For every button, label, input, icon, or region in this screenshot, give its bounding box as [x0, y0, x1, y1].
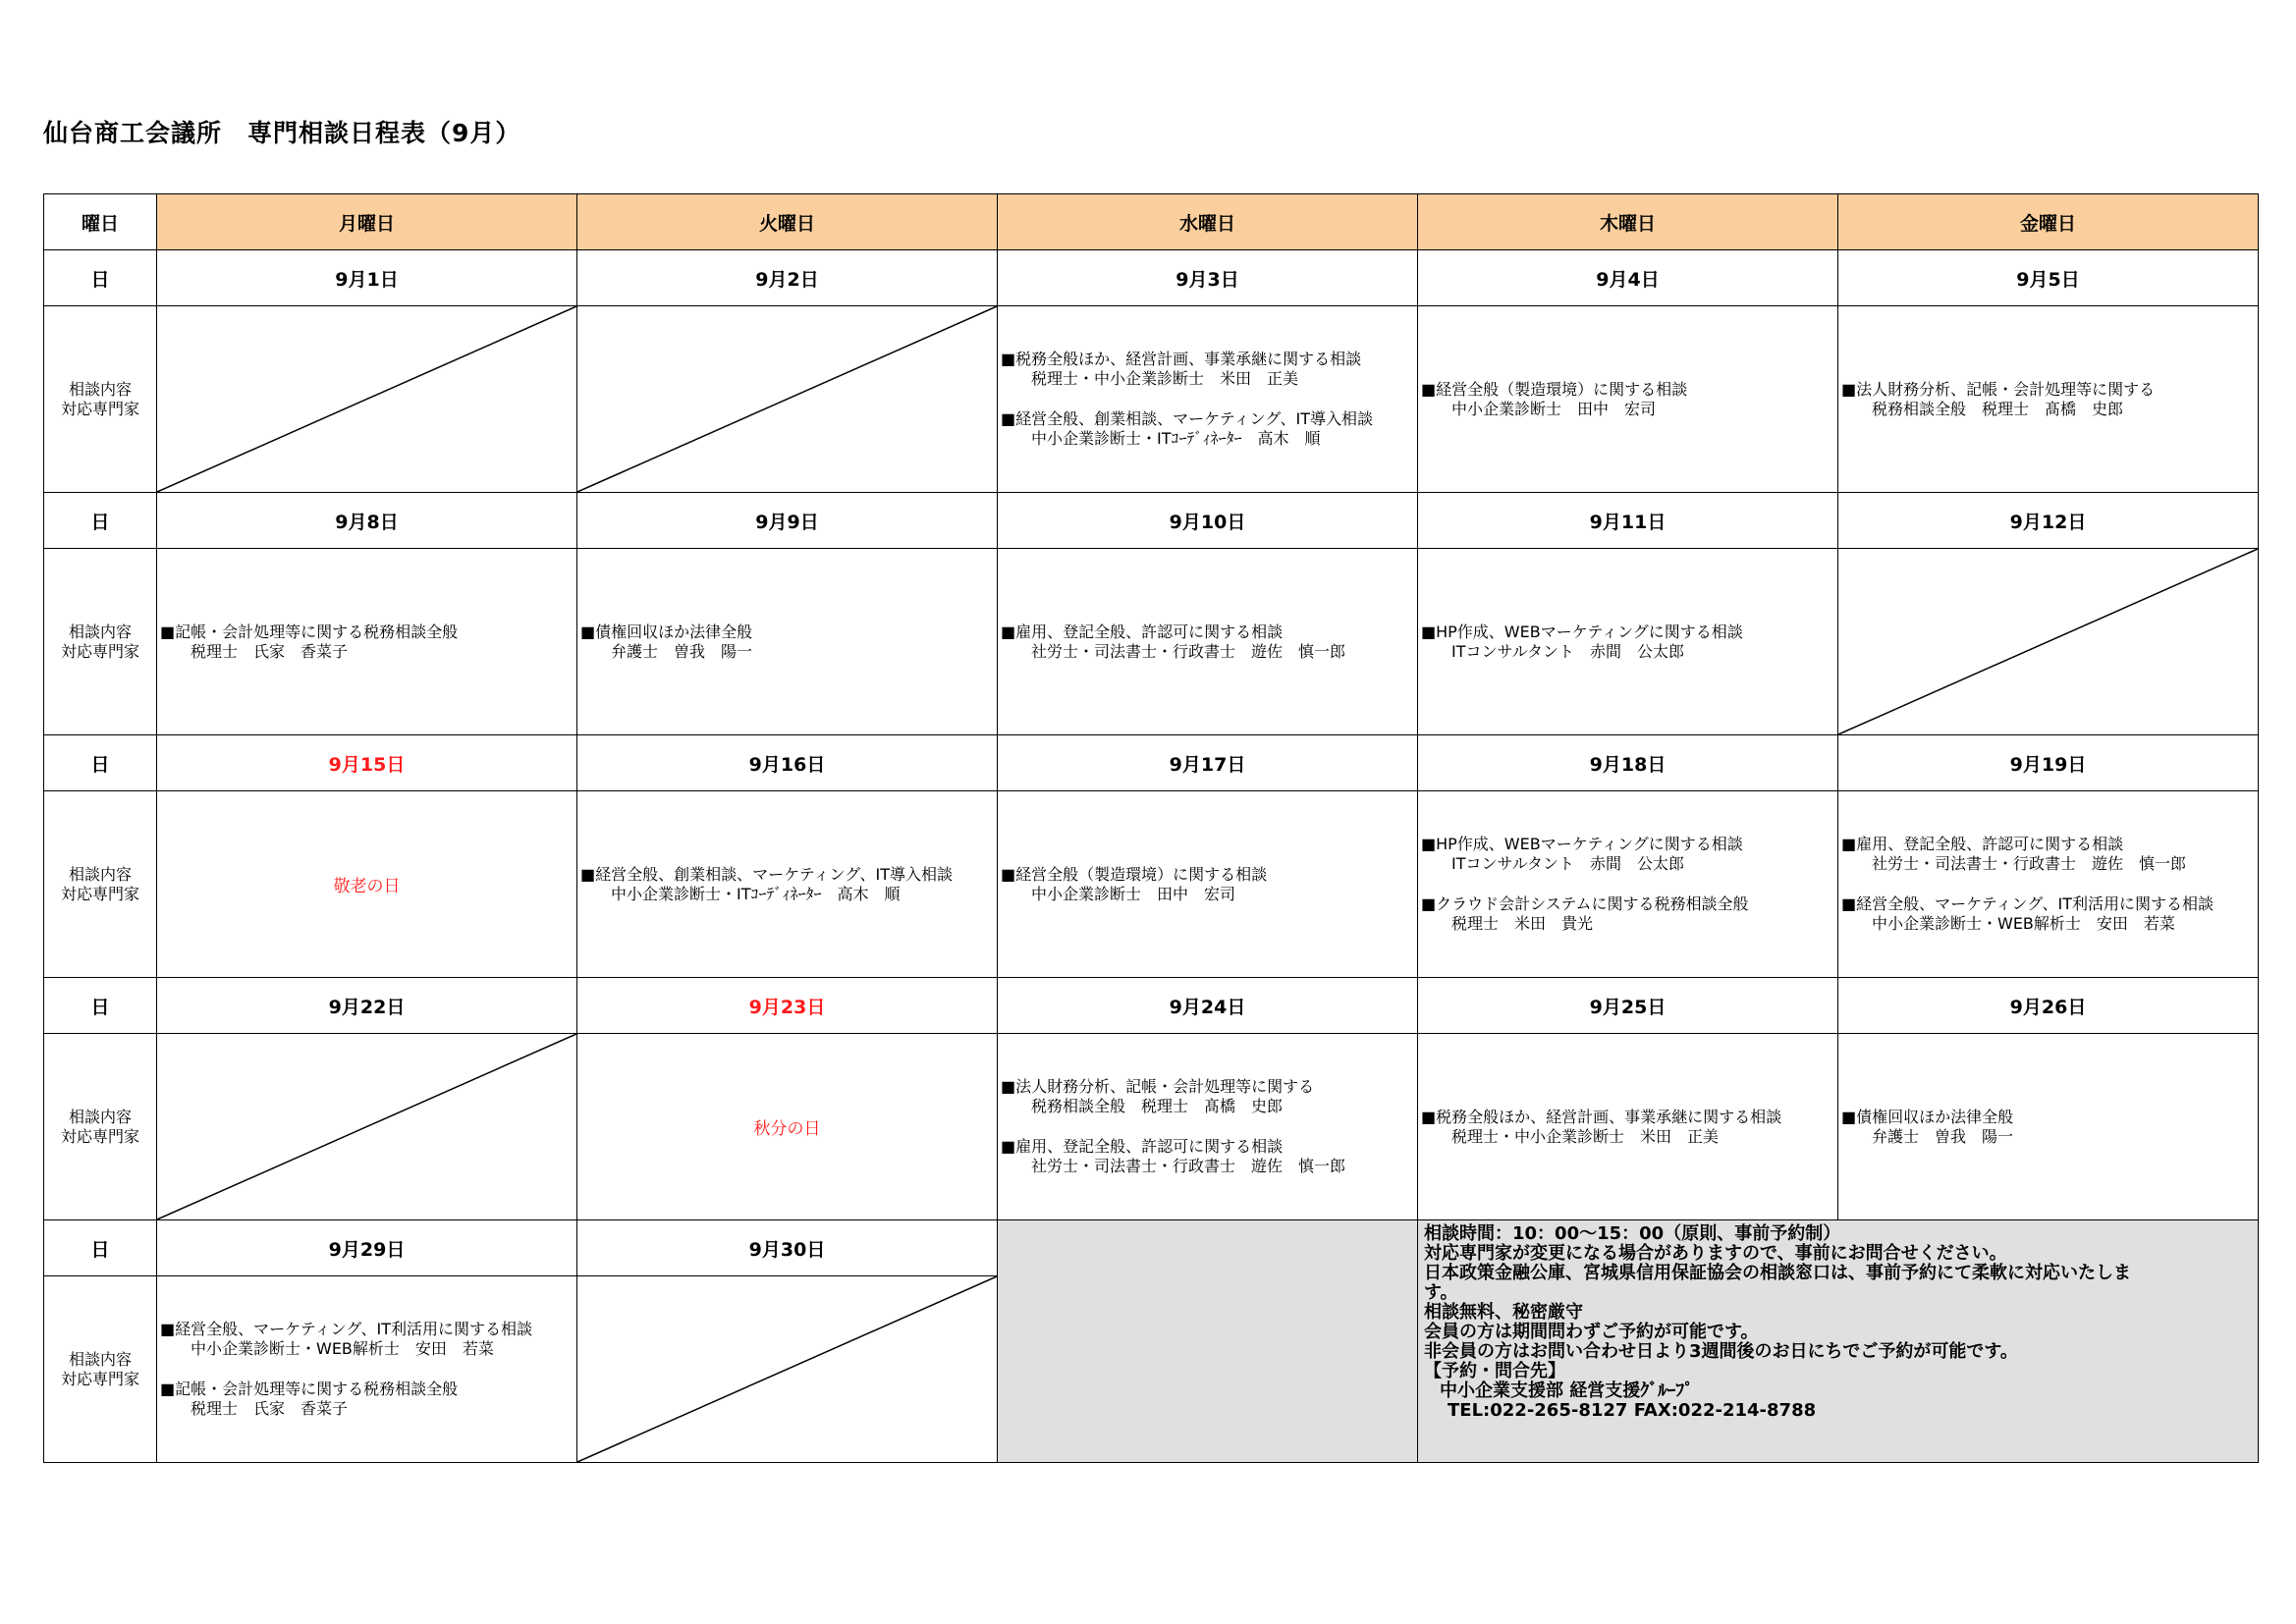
- date-cell: 9月4日: [1418, 250, 1838, 306]
- consult-cell: [1838, 1034, 2259, 1220]
- consult-topic: ■税務全般ほか、経営計画、事業承継に関する相談: [1421, 1107, 1782, 1126]
- no-session-slash: [577, 306, 997, 492]
- consult-topic: ■経営全般、マーケティング、IT利活用に関する相談: [160, 1320, 533, 1338]
- date-cell: 9月11日: [1418, 493, 1838, 549]
- header-tuesday: 火曜日: [577, 194, 998, 250]
- date-cell: 9月23日: [577, 978, 998, 1034]
- content-row: [44, 791, 2259, 978]
- content-row: [44, 1034, 2259, 1220]
- notes-contact: TEL:022-265-8127 FAX:022-214-8788: [1448, 1400, 1817, 1421]
- consult-cell: [1418, 306, 1838, 493]
- consult-entry: [1001, 409, 1417, 449]
- consult-expert: 税理士 氏家 香菜子: [191, 641, 349, 661]
- consult-entry: [1421, 894, 1837, 934]
- no-session-slash: [577, 1276, 997, 1462]
- row-label-date: 日: [44, 1220, 157, 1276]
- no-session-cell: [577, 1276, 998, 1463]
- consult-expert: 税理士・中小企業診断士 米田 正美: [1031, 369, 1299, 388]
- header-wednesday: 水曜日: [998, 194, 1418, 250]
- slash-line: [157, 1034, 576, 1219]
- consult-expert: 中小企業診断士・ITｺｰﾃﾞｨﾈｰﾀｰ 高木 順: [611, 884, 901, 903]
- date-cell: 9月25日: [1418, 978, 1838, 1034]
- consult-expert: 税理士・中小企業診断士 米田 正美: [1451, 1126, 1720, 1146]
- consult-topic: ■HP作成、WEBマーケティングに関する相談: [1421, 622, 1743, 641]
- content-row: [44, 306, 2259, 493]
- slash-line: [1838, 549, 2258, 734]
- consult-cell: [1838, 306, 2259, 493]
- consult-entry: [1001, 865, 1417, 904]
- date-row: [44, 735, 2259, 791]
- header-label: 曜日: [44, 194, 157, 250]
- no-session-cell: [577, 306, 998, 493]
- consult-entry: [1841, 380, 2258, 419]
- no-session-cell: [157, 306, 577, 493]
- row-label-category: [44, 549, 157, 735]
- consult-topic: ■HP作成、WEBマーケティングに関する相談: [1421, 835, 1743, 853]
- consult-cell: [998, 791, 1418, 978]
- consult-topic: ■債権回収ほか法律全般: [1841, 1107, 2014, 1126]
- category-label-line1: 相談内容: [68, 864, 132, 884]
- consult-topic: ■経営全般、創業相談、マーケティング、IT導入相談: [1001, 409, 1374, 428]
- date-cell: 9月10日: [998, 493, 1418, 549]
- consult-cell: [998, 306, 1418, 493]
- date-cell: 9月1日: [157, 250, 577, 306]
- no-session-slash: [157, 306, 576, 492]
- no-session-slash: [157, 1034, 576, 1219]
- date-cell: 9月17日: [998, 735, 1418, 791]
- date-cell: 9月15日: [157, 735, 577, 791]
- consult-topic: ■経営全般（製造環境）に関する相談: [1001, 864, 1268, 884]
- no-session-cell: [157, 1034, 577, 1220]
- consult-entry: [160, 1380, 576, 1419]
- notes-line: す。: [1424, 1282, 1458, 1303]
- consult-cell: [1418, 1034, 1838, 1220]
- date-cell: 9月26日: [1838, 978, 2259, 1034]
- date-row: [44, 1220, 2259, 1276]
- consult-entry: [1841, 835, 2258, 874]
- consult-expert: ITコンサルタント 赤間 公太郎: [1451, 641, 1685, 661]
- category-label-line2: 対応専門家: [60, 1126, 139, 1146]
- date-cell: 9月9日: [577, 493, 998, 549]
- consult-topic: ■法人財務分析、記帳・会計処理等に関する: [1001, 1077, 1315, 1096]
- consult-topic: ■法人財務分析、記帳・会計処理等に関する: [1841, 379, 2156, 399]
- consult-entry: [1001, 1077, 1417, 1116]
- consult-entry: [1001, 1137, 1417, 1176]
- consult-topic: ■雇用、登記全般、許認可に関する相談: [1001, 1137, 1284, 1156]
- date-cell: 9月29日: [157, 1220, 577, 1276]
- date-cell: 9月18日: [1418, 735, 1838, 791]
- consult-entry: [160, 1320, 576, 1359]
- consult-expert: 中小企業診断士・WEB解析士 安田 若菜: [191, 1339, 494, 1358]
- date-cell: 9月3日: [998, 250, 1418, 306]
- holiday-cell: 秋分の日: [577, 1034, 998, 1220]
- notes-line: 相談時間：10：00～15：00（原則、事前予約制）: [1424, 1223, 1841, 1244]
- consult-expert: 社労士・司法書士・行政書士 遊佐 慎一郎: [1872, 854, 2187, 873]
- category-label-line1: 相談内容: [68, 1349, 132, 1369]
- consult-expert: 税理士 米田 貴光: [1451, 914, 1594, 933]
- consult-entry: [1841, 1108, 2258, 1147]
- header-monday: 月曜日: [157, 194, 577, 250]
- consult-cell: [998, 1034, 1418, 1220]
- notes-line: 非会員の方はお問い合わせ日より3週間後のお日にちでご予約が可能です。: [1424, 1341, 2018, 1362]
- consult-cell: [1418, 549, 1838, 735]
- category-label-line1: 相談内容: [68, 1107, 132, 1126]
- consult-topic: ■記帳・会計処理等に関する税務相談全般: [160, 622, 459, 641]
- row-label-category: [44, 1276, 157, 1463]
- consult-expert: 社労士・司法書士・行政書士 遊佐 慎一郎: [1031, 641, 1346, 661]
- category-label-line2: 対応専門家: [60, 399, 139, 418]
- consult-cell: [998, 549, 1418, 735]
- consult-topic: ■経営全般（製造環境）に関する相談: [1421, 379, 1688, 399]
- header-friday: 金曜日: [1838, 194, 2259, 250]
- empty-gray-cell: [998, 1220, 1418, 1463]
- header-thursday: 木曜日: [1418, 194, 1838, 250]
- consult-entry: [1421, 380, 1837, 419]
- page-title: 仙台商工会議所 専門相談日程表（9月）: [43, 119, 521, 147]
- consult-entry: [1421, 1108, 1837, 1147]
- consult-expert: ITコンサルタント 赤間 公太郎: [1451, 854, 1685, 873]
- schedule-table: [43, 193, 2259, 1463]
- date-cell: 9月12日: [1838, 493, 2259, 549]
- consult-cell: [1418, 791, 1838, 978]
- content-row: [44, 549, 2259, 735]
- consult-cell: [157, 549, 577, 735]
- row-label-date: 日: [44, 735, 157, 791]
- consult-entry: [1001, 350, 1417, 389]
- notes-box: [1418, 1220, 2259, 1463]
- consult-expert: 中小企業診断士 田中 宏司: [1031, 884, 1236, 903]
- date-cell: 9月22日: [157, 978, 577, 1034]
- date-cell: 9月8日: [157, 493, 577, 549]
- date-row: [44, 978, 2259, 1034]
- consult-expert: 税務相談全般 税理士 髙橋 史郎: [1872, 399, 2124, 418]
- consult-expert: 税務相談全般 税理士 髙橋 史郎: [1031, 1097, 1284, 1115]
- consult-cell: [157, 1276, 577, 1463]
- consult-topic: ■雇用、登記全般、許認可に関する相談: [1841, 835, 2124, 853]
- consult-entry: [1421, 835, 1837, 874]
- category-label-line2: 対応専門家: [60, 884, 139, 903]
- slash-line: [577, 1276, 997, 1462]
- notes-line: 相談無料、秘密厳守: [1424, 1302, 1583, 1323]
- date-cell: 9月16日: [577, 735, 998, 791]
- consult-expert: 中小企業診断士・WEB解析士 安田 若菜: [1872, 914, 2175, 933]
- category-label-line1: 相談内容: [68, 379, 132, 399]
- consult-topic: ■クラウド会計システムに関する税務相談全般: [1421, 894, 1749, 913]
- consult-entry: [1421, 623, 1837, 662]
- consult-topic: ■税務全般ほか、経営計画、事業承継に関する相談: [1001, 350, 1362, 368]
- consult-entry: [580, 865, 997, 904]
- consult-expert: 税理士 氏家 香菜子: [191, 1399, 349, 1418]
- notes-line: 会員の方は期間問わずご予約が可能です。: [1424, 1322, 1759, 1342]
- consult-topic: ■記帳・会計処理等に関する税務相談全般: [160, 1380, 459, 1398]
- row-label-category: [44, 791, 157, 978]
- row-label-category: [44, 1034, 157, 1220]
- consult-entry: [1001, 623, 1417, 662]
- notes-line: 日本政策金融公庫、宮城県信用保証協会の相談窓口は、事前予約にて柔軟に対応いたしま: [1424, 1263, 2131, 1283]
- consult-cell: [577, 791, 998, 978]
- date-row: [44, 493, 2259, 549]
- category-label-line2: 対応専門家: [60, 1369, 139, 1388]
- consult-entry: [160, 623, 576, 662]
- row-label-date: 日: [44, 978, 157, 1034]
- consult-entry: [1841, 894, 2258, 934]
- consult-expert: 弁護士 曽我 陽一: [1872, 1126, 2014, 1146]
- notes-dept: 中小企業支援部 経営支援ｸﾞﾙｰﾌﾟ: [1440, 1380, 1694, 1401]
- consult-cell: [577, 549, 998, 735]
- date-row: [44, 250, 2259, 306]
- slash-line: [577, 306, 997, 492]
- date-cell: 9月24日: [998, 978, 1418, 1034]
- consult-expert: 社労士・司法書士・行政書士 遊佐 慎一郎: [1031, 1157, 1346, 1175]
- consult-topic: ■経営全般、創業相談、マーケティング、IT導入相談: [580, 864, 954, 884]
- no-session-cell: [1838, 549, 2259, 735]
- row-label-date: 日: [44, 493, 157, 549]
- consult-cell: [1838, 791, 2259, 978]
- consult-expert: 弁護士 曽我 陽一: [611, 641, 753, 661]
- no-session-slash: [1838, 549, 2258, 734]
- consult-topic: ■経営全般、マーケティング、IT利活用に関する相談: [1841, 894, 2214, 913]
- date-cell: 9月2日: [577, 250, 998, 306]
- notes-line: 対応専門家が変更になる場合がありますので、事前にお問合せください。: [1424, 1243, 2007, 1264]
- row-label-date: 日: [44, 250, 157, 306]
- category-label-line1: 相談内容: [68, 622, 132, 641]
- consult-entry: [580, 623, 997, 662]
- date-cell: 9月30日: [577, 1220, 998, 1276]
- consult-topic: ■債権回収ほか法律全般: [580, 622, 753, 641]
- date-cell: 9月19日: [1838, 735, 2259, 791]
- consult-expert: 中小企業診断士・ITｺｰﾃﾞｨﾈｰﾀｰ 高木 順: [1031, 429, 1321, 448]
- category-label-line2: 対応専門家: [60, 641, 139, 661]
- holiday-cell: 敬老の日: [157, 791, 577, 978]
- date-cell: 9月5日: [1838, 250, 2259, 306]
- slash-line: [157, 306, 576, 492]
- header-row: [44, 194, 2259, 250]
- row-label-category: [44, 306, 157, 493]
- consult-topic: ■雇用、登記全般、許認可に関する相談: [1001, 622, 1284, 641]
- notes-line: 【予約・問合先】: [1424, 1361, 1565, 1381]
- consult-expert: 中小企業診断士 田中 宏司: [1451, 399, 1657, 418]
